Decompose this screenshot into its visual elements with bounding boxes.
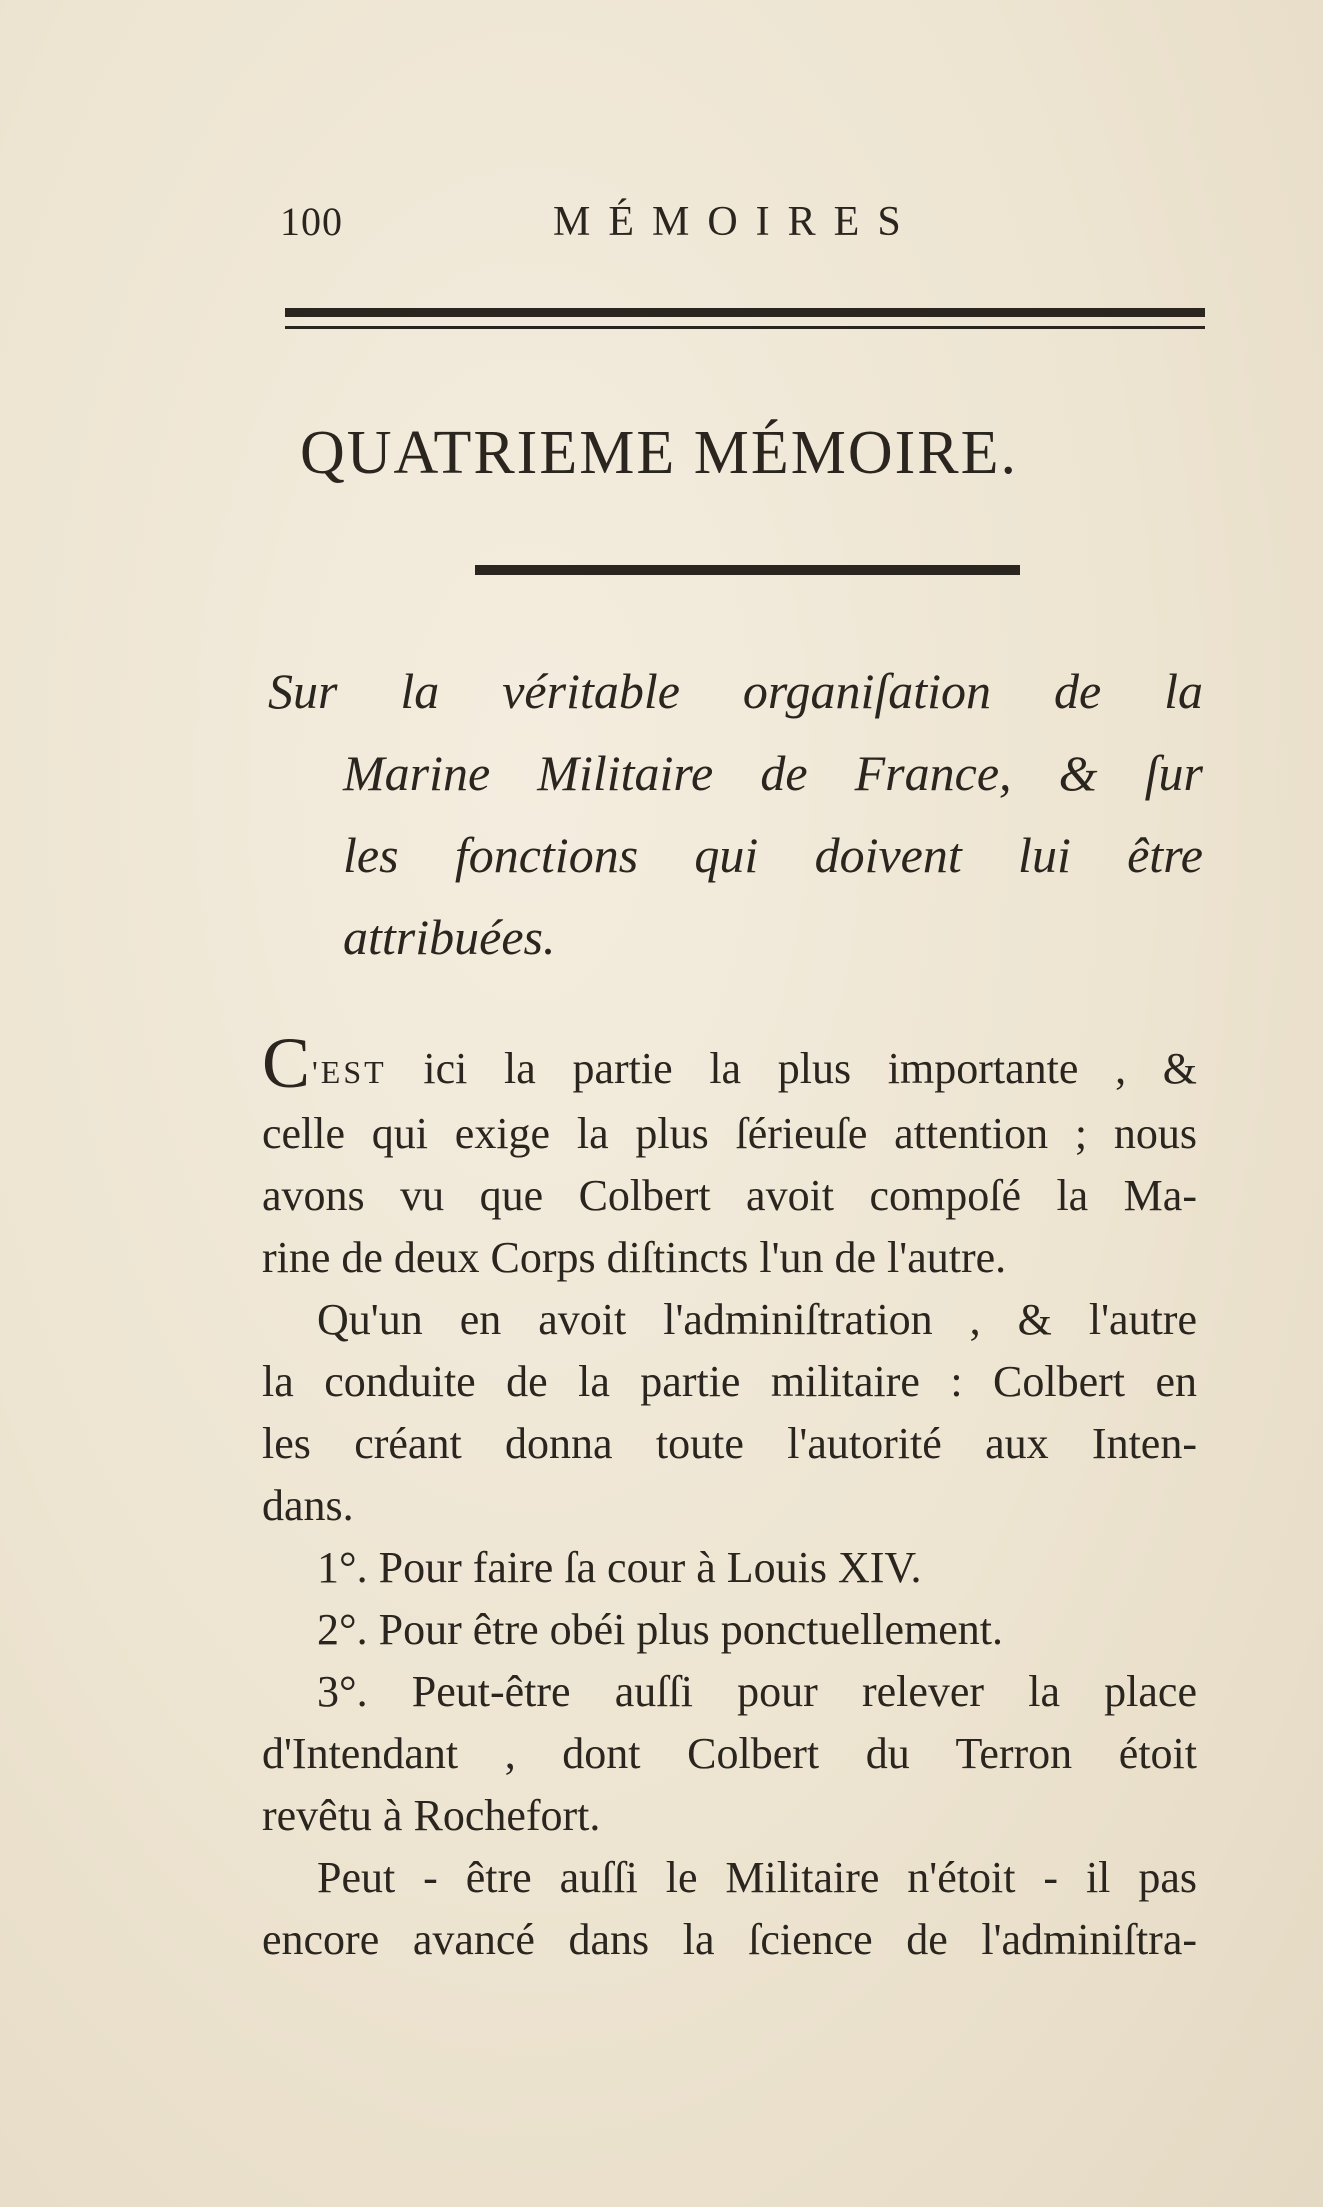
- text-line: dans.: [262, 1481, 354, 1530]
- subtitle-line: Marine Militaire de France, & ſur: [343, 745, 1203, 801]
- running-head: MÉMOIRES: [553, 199, 919, 245]
- text-line: revêtu à Rochefort.: [262, 1791, 601, 1840]
- subtitle-line: les fonctions qui doivent lui être: [343, 827, 1203, 883]
- text-line: avons vu que Colbert avoit compoſé la Ma-: [262, 1171, 1197, 1220]
- text-run: ici la partie la plus importante , &: [386, 1044, 1197, 1093]
- chapter-subtitle: [268, 650, 1203, 978]
- text-line: d'Intendant , dont Colbert du Terron étoit: [262, 1729, 1197, 1778]
- text-line: celle qui exige la plus ſérieuſe attention ; nous: [262, 1109, 1197, 1158]
- page-number: 100: [280, 199, 343, 244]
- list-item: 2°. Pour être obéi plus ponctuellement.: [317, 1605, 1003, 1654]
- page-header: [268, 198, 1208, 248]
- text-line: rine de deux Corps diſtincts l'un de l'autre.: [262, 1233, 1007, 1282]
- text-line: les créant donna toute l'autorité aux Inten-: [262, 1419, 1197, 1468]
- small-caps-word: 'EST: [312, 1054, 387, 1090]
- paragraph-first-line: [262, 1023, 1197, 1103]
- title-rule: [475, 565, 1020, 575]
- text-line: Peut - être auſſi le Militaire n'étoit - il pas: [317, 1853, 1197, 1902]
- subtitle-line: Sur la véritable organiſation de la: [268, 663, 1203, 719]
- subtitle-line: attribuées.: [343, 909, 556, 965]
- thick-rule: [285, 308, 1205, 317]
- header-double-rule: [285, 308, 1205, 334]
- thin-rule: [285, 326, 1205, 329]
- drop-cap: C: [262, 1023, 311, 1103]
- chapter-title: QUATRIEME MÉMOIRE.: [300, 419, 1018, 487]
- body-text: [262, 1023, 1197, 1971]
- text-line: Qu'un en avoit l'adminiſtration , & l'autre: [317, 1295, 1197, 1344]
- list-item: 1°. Pour faire ſa cour à Louis XIV.: [317, 1543, 922, 1592]
- text-line: encore avancé dans la ſcience de l'adminiſtra-: [262, 1915, 1197, 1964]
- text-line: la conduite de la partie militaire : Colbert en: [262, 1357, 1197, 1406]
- text-line: 3°. Peut-être auſſi pour relever la place: [317, 1667, 1197, 1716]
